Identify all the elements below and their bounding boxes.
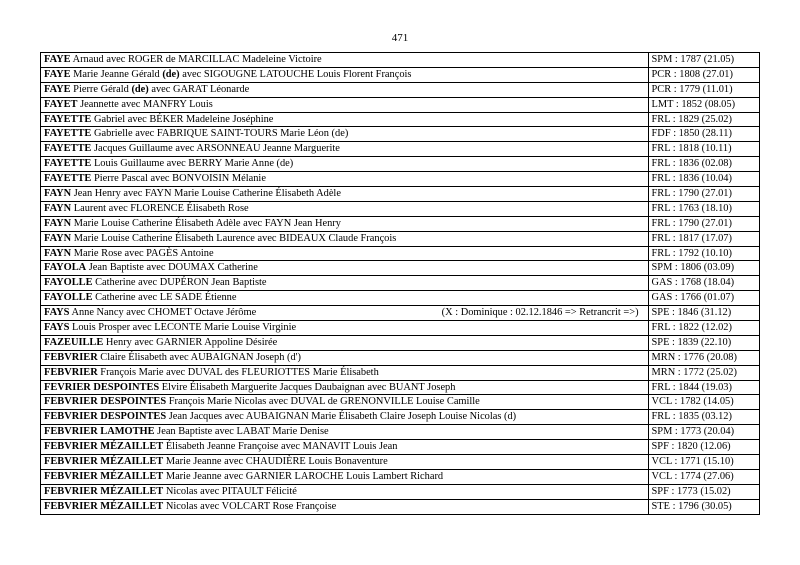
record-names-cell (41, 53, 649, 68)
record-surname: FEVRIER DESPOINTES (44, 381, 160, 393)
record-names-cell (41, 216, 649, 231)
record-reference-cell: MRN : 1772 (25.02) (648, 365, 759, 380)
record-reference-cell: FRL : 1790 (27.01) (648, 216, 759, 231)
record-reference-cell: SPF : 1820 (12.06) (648, 440, 759, 455)
record-text: Jeannette avec MANFRY Louis (77, 98, 213, 110)
record-reference-cell: GAS : 1768 (18.04) (648, 276, 759, 291)
record-names-cell (41, 261, 649, 276)
record-reference-cell: GAS : 1766 (01.07) (648, 291, 759, 306)
record-surname: FAYN (44, 202, 72, 214)
record-text: Marie Jeanne avec GARNIER LAROCHE Louis Lambert Richard (163, 470, 444, 482)
record-text: Jean Jacques avec AUBAIGNAN Marie Élisabeth Claire Joseph Louise Nicolas (d) (166, 411, 517, 423)
table-row (41, 499, 760, 514)
record-text: Élisabeth Jeanne Françoise avec MANAVIT Louis Jean (163, 441, 398, 453)
record-names-cell (41, 395, 649, 410)
record-text: Gabriel avec BÉKER Madeleine Joséphine (91, 113, 274, 125)
record-text: François Marie Nicolas avec DUVAL de GRENONVILLE Louise Camille (166, 396, 480, 408)
table-row (41, 231, 760, 246)
record-reference-cell: VCL : 1782 (14.05) (648, 395, 759, 410)
record-reference-cell: STE : 1796 (30.05) (648, 499, 759, 514)
record-particle: (de) (162, 68, 180, 80)
record-reference-cell: FRL : 1844 (19.03) (648, 380, 759, 395)
record-surname: FAYETTE (44, 158, 92, 170)
record-text: François Marie avec DUVAL des FLEURIOTTES Marie Élisabeth (97, 366, 379, 378)
record-surname: FAYS (44, 307, 70, 319)
record-text: Louis Prosper avec LECONTE Marie Louise Virginie (69, 321, 297, 333)
table-row (41, 172, 760, 187)
table-row (41, 321, 760, 336)
record-reference-cell: LMT : 1852 (08.05) (648, 97, 759, 112)
record-text: Pierre Gérald (70, 83, 132, 95)
record-text: Pierre Pascal avec BONVOISIN Mélanie (91, 173, 266, 185)
record-surname: FEBVRIER MÉZAILLET (44, 441, 164, 453)
record-names-cell (41, 201, 649, 216)
record-surname: FAYN (44, 187, 72, 199)
table-row (41, 246, 760, 261)
record-text: Nicolas avec VOLCART Rose Françoise (163, 500, 337, 512)
record-reference-cell: MRN : 1776 (20.08) (648, 350, 759, 365)
record-surname: FEBVRIER MÉZAILLET (44, 500, 164, 512)
record-reference-cell: FRL : 1836 (10.04) (648, 172, 759, 187)
record-names-cell (41, 425, 649, 440)
record-names-cell (41, 469, 649, 484)
table-row (41, 53, 760, 68)
record-text: Anne Nancy avec CHOMET Octave Jérôme (69, 307, 257, 319)
record-surname: FAYOLA (44, 262, 87, 274)
record-reference-cell: VCL : 1771 (15.10) (648, 455, 759, 470)
record-reference-cell: SPM : 1806 (03.09) (648, 261, 759, 276)
record-text: Marie Louise Catherine Élisabeth Adèle avec FAYN Jean Henry (71, 217, 341, 229)
record-names-cell (41, 97, 649, 112)
record-names-cell (41, 410, 649, 425)
record-surname: FEBVRIER MÉZAILLET (44, 470, 164, 482)
record-surname: FEBVRIER LAMOTHE (44, 426, 155, 438)
record-names-cell (41, 276, 649, 291)
record-surname: FAYE (44, 68, 71, 80)
table-row (41, 469, 760, 484)
record-names-cell (41, 127, 649, 142)
record-names-cell (41, 246, 649, 261)
record-surname: FAYOLLE (44, 277, 93, 289)
record-text: Marie Jeanne Gérald (70, 68, 163, 80)
table-row (41, 82, 760, 97)
record-surname: FAZEUILLE (44, 336, 104, 348)
table-row (41, 455, 760, 470)
record-reference-cell: FRL : 1817 (17.07) (648, 231, 759, 246)
record-reference-cell: FRL : 1822 (12.02) (648, 321, 759, 336)
record-names-cell (41, 82, 649, 97)
record-text: Claire Élisabeth avec AUBAIGNAN Joseph (d') (97, 351, 301, 363)
record-names-cell (41, 380, 649, 395)
table-row (41, 484, 760, 499)
record-names-cell (41, 231, 649, 246)
record-names-cell (41, 440, 649, 455)
record-reference-cell: PCR : 1808 (27.01) (648, 67, 759, 82)
record-names-cell (41, 112, 649, 127)
record-surname: FEBVRIER MÉZAILLET (44, 485, 164, 497)
record-surname: FAYN (44, 232, 72, 244)
record-text-continued: avec SIGOUGNE LATOUCHE Louis Florent François (179, 68, 412, 80)
record-reference-cell: SPM : 1773 (20.04) (648, 425, 759, 440)
table-row (41, 380, 760, 395)
record-surname: FAYS (44, 321, 70, 333)
table-row (41, 187, 760, 202)
table-row (41, 425, 760, 440)
record-surname: FEBVRIER MÉZAILLET (44, 455, 164, 467)
table-row (41, 157, 760, 172)
table-row (41, 216, 760, 231)
record-surname: FAYE (44, 53, 71, 65)
record-text: Henry avec GARNIER Appoline Désirée (103, 336, 278, 348)
record-names-cell (41, 157, 649, 172)
record-reference-cell: FRL : 1836 (02.08) (648, 157, 759, 172)
record-surname: FAYOLLE (44, 292, 93, 304)
record-text: Arnaud avec ROGER de MARCILLAC Madeleine Victoire (70, 53, 322, 65)
record-surname: FEBVRIER (44, 351, 98, 363)
record-reference-cell: FRL : 1790 (27.01) (648, 187, 759, 202)
record-particle: (de) (131, 83, 149, 95)
record-names-cell (41, 455, 649, 470)
table-row (41, 350, 760, 365)
table-row (41, 410, 760, 425)
record-text: Jean Henry avec FAYN Marie Louise Catherine Élisabeth Adèle (71, 187, 341, 199)
record-surname: FAYETTE (44, 113, 92, 125)
table-row (41, 365, 760, 380)
table-row (41, 142, 760, 157)
record-surname: FAYETTE (44, 128, 92, 140)
record-text: Nicolas avec PITAULT Félicité (163, 485, 297, 497)
record-reference-cell: SPF : 1773 (15.02) (648, 484, 759, 499)
record-reference-cell: PCR : 1779 (11.01) (648, 82, 759, 97)
record-reference-cell: SPE : 1839 (22.10) (648, 335, 759, 350)
record-text: Louis Guillaume avec BERRY Marie Anne (de) (91, 158, 294, 170)
record-names-cell (41, 350, 649, 365)
record-text: Catherine avec DUPÉRON Jean Baptiste (92, 277, 267, 289)
record-names-cell (41, 291, 649, 306)
record-reference-cell: SPM : 1787 (21.05) (648, 53, 759, 68)
record-names-cell (41, 187, 649, 202)
table-row (41, 67, 760, 82)
table-row (41, 440, 760, 455)
record-surname: FAYE (44, 83, 71, 95)
record-names-cell (41, 172, 649, 187)
table-row (41, 335, 760, 350)
record-surname: FAYN (44, 247, 72, 259)
record-reference-cell: FRL : 1763 (18.10) (648, 201, 759, 216)
record-names-cell (41, 67, 649, 82)
record-text: Catherine avec LE SADE Étienne (92, 292, 237, 304)
record-surname: FAYN (44, 217, 72, 229)
record-reference-cell: FRL : 1792 (10.10) (648, 246, 759, 261)
record-reference-cell: SPE : 1846 (31.12) (648, 306, 759, 321)
record-text-continued: avec GARAT Léonarde (148, 83, 250, 95)
record-names-cell (41, 142, 649, 157)
table-row (41, 201, 760, 216)
record-text: Gabrielle avec FABRIQUE SAINT-TOURS Marie Léon (de) (91, 128, 349, 140)
record-text: Jean Baptiste avec DOUMAX Catherine (86, 262, 258, 274)
record-names-cell (41, 365, 649, 380)
record-text: Laurent avec FLORENCE Élisabeth Rose (71, 202, 249, 214)
record-text: Jean Baptiste avec LABAT Marie Denise (154, 426, 329, 438)
record-surname: FEBVRIER DESPOINTES (44, 396, 167, 408)
record-surname: FEBVRIER DESPOINTES (44, 411, 167, 423)
record-reference-cell: VCL : 1774 (27.06) (648, 469, 759, 484)
record-names-cell (41, 335, 649, 350)
record-reference-cell: FRL : 1818 (10.11) (648, 142, 759, 157)
record-text: Marie Rose avec PAGÈS Antoine (71, 247, 214, 259)
record-surname: FEBVRIER (44, 366, 98, 378)
page-number: 471 (391, 32, 409, 44)
record-names-cell (41, 321, 649, 336)
record-names-cell (41, 499, 649, 514)
record-text: Marie Louise Catherine Élisabeth Laurence avec BIDEAUX Claude François (71, 232, 397, 244)
table-row (41, 261, 760, 276)
record-names-cell (41, 484, 649, 499)
table-row (41, 112, 760, 127)
marriage-records-table (40, 52, 760, 515)
table-row (41, 306, 760, 321)
table-row (41, 395, 760, 410)
record-reference-cell: FRL : 1829 (25.02) (648, 112, 759, 127)
record-text: Jacques Guillaume avec ARSONNEAU Jeanne Marguerite (91, 143, 340, 155)
table-row (41, 127, 760, 142)
record-text: Marie Jeanne avec CHAUDIÈRE Louis Bonaventure (163, 455, 388, 467)
record-note: (X : Dominique : 02.12.1846 => Retrancrit =>) (441, 307, 639, 319)
record-surname: FAYETTE (44, 173, 92, 185)
record-names-cell (41, 306, 649, 321)
record-surname: FAYETTE (44, 143, 92, 155)
record-reference-cell: FRL : 1835 (03.12) (648, 410, 759, 425)
record-reference-cell: FDF : 1850 (28.11) (648, 127, 759, 142)
table-row (41, 97, 760, 112)
table-row (41, 291, 760, 306)
record-text: Elvire Élisabeth Marguerite Jacques Daubaignan avec BUANT Joseph (159, 381, 456, 393)
table-row (41, 276, 760, 291)
records-table-body (41, 53, 760, 515)
record-surname: FAYET (44, 98, 78, 110)
